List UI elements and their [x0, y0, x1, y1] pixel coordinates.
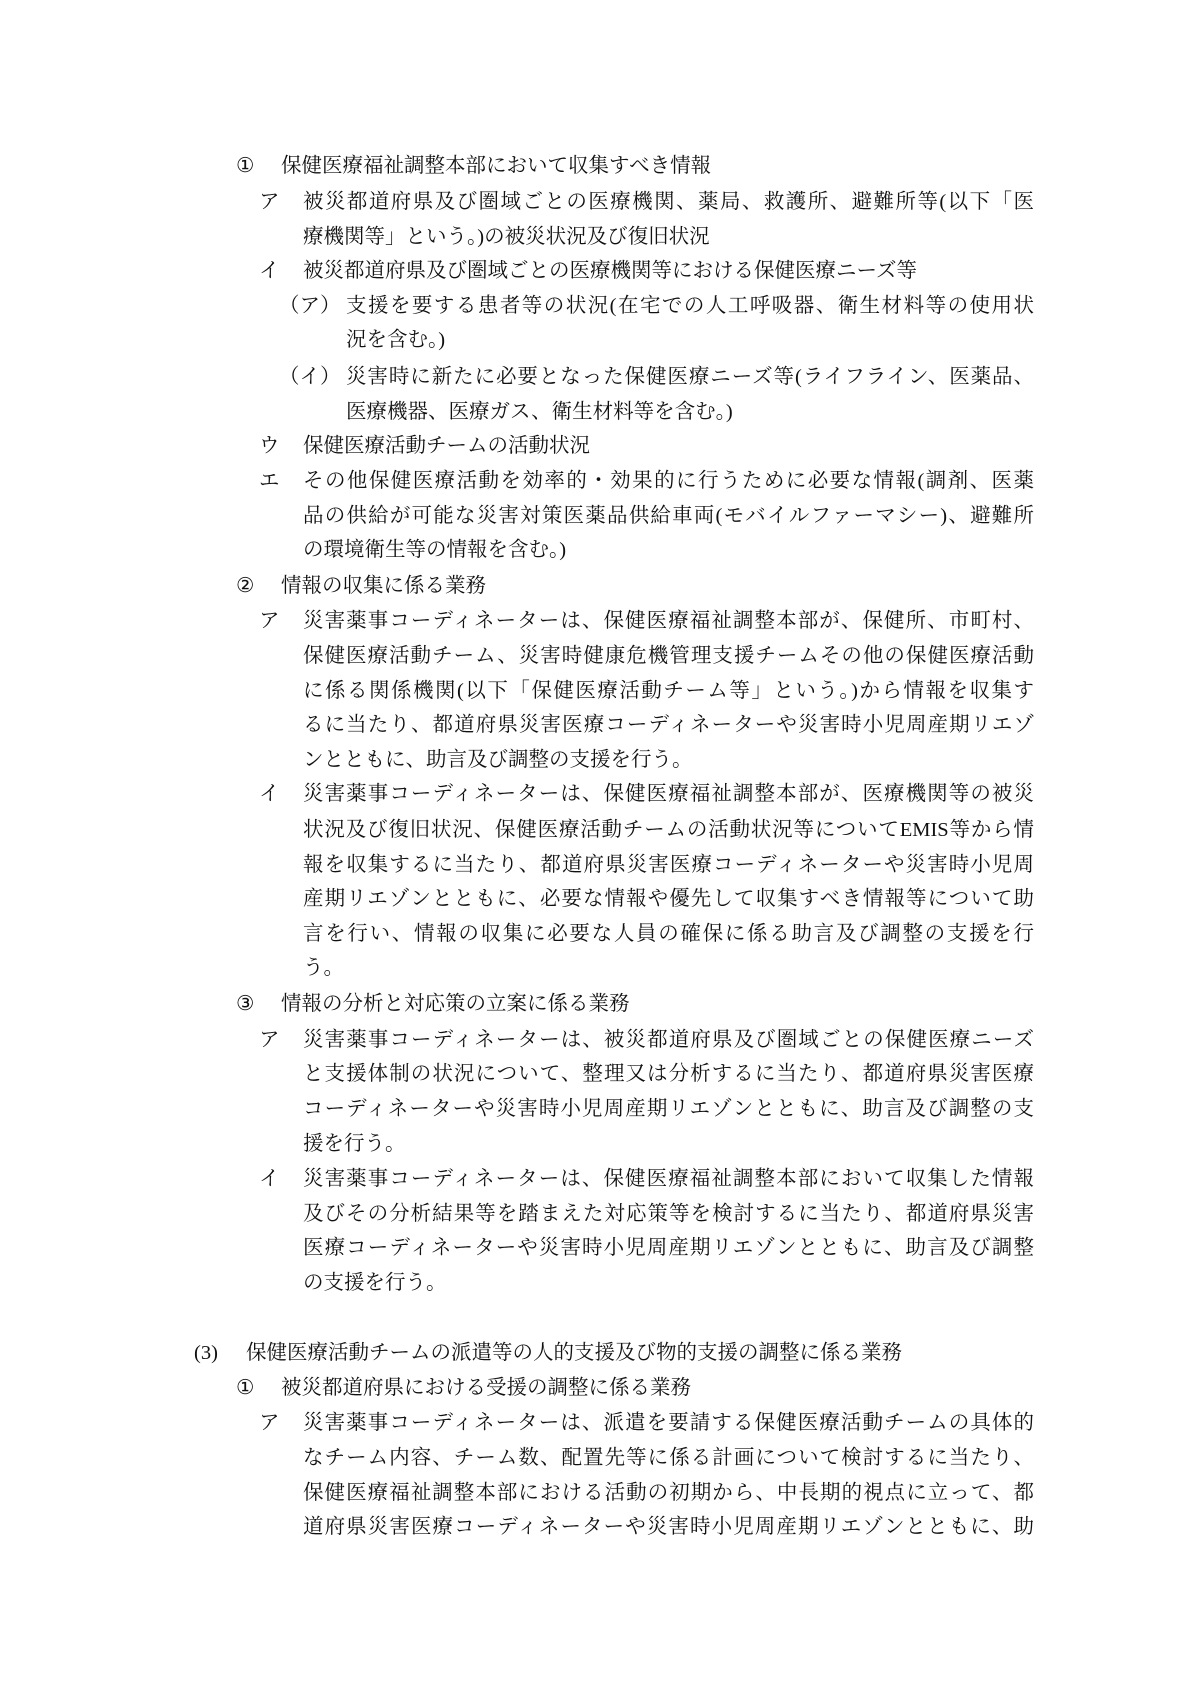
- list-item: [0, 1411, 1181, 1435]
- paragraph-line-row: [0, 922, 1181, 946]
- paragraph-line: ンとともに、助言及び調整の支援を行う。: [303, 749, 693, 771]
- paragraph-line: 産期リエゾンとともに、必要な情報や優先して収集すべき情報等について助: [303, 888, 1034, 910]
- section-heading: [0, 992, 1181, 1016]
- paragraph-line-row: [0, 1271, 1181, 1295]
- paragraph-line-row: [0, 1446, 1181, 1470]
- section-heading: [0, 1376, 1181, 1400]
- paragraph-line: 災害薬事コーディネーターは、保健医療福祉調整本部が、医療機関等の被災: [303, 783, 1034, 805]
- paragraph-line: 言を行い、情報の収集に必要な人員の確保に係る助言及び調整の支援を行: [303, 923, 1034, 945]
- paragraph-line-row: [0, 328, 1181, 352]
- item-marker: ア: [259, 1412, 280, 1434]
- section-number: ①: [236, 1377, 255, 1399]
- section-number: ③: [236, 993, 255, 1015]
- item-marker: ウ: [259, 435, 280, 457]
- paragraph-line-row: [0, 1132, 1181, 1156]
- section-number: ②: [236, 575, 255, 597]
- list-item: [0, 434, 1181, 458]
- paragraph-line: 災害薬事コーディネーターは、保健医療福祉調整本部が、保健所、市町村、: [303, 610, 1034, 632]
- paragraph-line-row: [0, 679, 1181, 703]
- paragraph-line: の支援を行う。: [303, 1272, 447, 1294]
- paragraph-line: 災害薬事コーディネーターは、派遣を要請する保健医療活動チームの具体的: [303, 1412, 1034, 1434]
- paragraph-line: 及びその分析結果等を踏まえた対応策等を検討するに当たり、都道府県災害: [303, 1203, 1034, 1225]
- paragraph-line: 保健医療活動チーム、災害時健康危機管理支援チームその他の保健医療活動: [303, 645, 1034, 667]
- paragraph-line: の環境衛生等の情報を含む。): [303, 539, 567, 561]
- paragraph-line: 支援を要する患者等の状況(在宅での人工呼吸器、衛生材料等の使用状: [346, 295, 1034, 317]
- list-item: [0, 1167, 1181, 1191]
- paragraph-line: う。: [303, 957, 344, 979]
- paragraph-line-row: [0, 956, 1181, 980]
- item-marker: エ: [259, 470, 280, 492]
- paragraph-line: 保健医療福祉調整本部における活動の初期から、中長期的視点に立って、都: [303, 1482, 1034, 1504]
- section-title: 保健医療福祉調整本部において収集すべき情報: [281, 155, 712, 177]
- paragraph-line-row: [0, 853, 1181, 877]
- item-marker: イ: [259, 1168, 280, 1190]
- section-number: ①: [236, 155, 255, 177]
- list-item: [0, 1028, 1181, 1052]
- paragraph-line-row: [0, 1202, 1181, 1226]
- paragraph-line-row: [0, 400, 1181, 424]
- chapter-number: (3): [194, 1342, 218, 1364]
- paragraph-line-row: [0, 818, 1181, 842]
- paragraph-line: るに当たり、都道府県災害医療コーディネーターや災害時小児周産期リエゾ: [303, 714, 1034, 736]
- item-marker: ア: [259, 610, 280, 632]
- paragraph-line: その他保健医療活動を効率的・効果的に行うために必要な情報(調剤、医薬: [303, 470, 1034, 492]
- item-marker: ア: [259, 1029, 280, 1051]
- paragraph-line-row: [0, 1515, 1181, 1539]
- list-item: [0, 259, 1181, 283]
- paragraph-line: 品の供給が可能な災害対策医薬品供給車両(モバイルファーマシー)、避難所: [303, 505, 1034, 527]
- paragraph-line-row: [0, 538, 1181, 562]
- paragraph-line: 被災都道府県及び圏域ごとの医療機関等における保健医療ニーズ等: [303, 260, 917, 282]
- paragraph-line: コーディネーターや災害時小児周産期リエゾンとともに、助言及び調整の支: [303, 1098, 1034, 1120]
- paragraph-line: 保健医療活動チームの活動状況: [303, 435, 590, 457]
- list-item: [0, 469, 1181, 493]
- paragraph-line: と支援体制の状況について、整理又は分析するに当たり、都道府県災害医療: [303, 1063, 1034, 1085]
- section-title: 情報の分析と対応策の立案に係る業務: [281, 993, 630, 1015]
- paragraph-line-row: [0, 504, 1181, 528]
- list-item: [0, 782, 1181, 806]
- paragraph-line: なチーム内容、チーム数、配置先等に係る計画について検討するに当たり、: [303, 1447, 1034, 1469]
- paragraph-line: 災害薬事コーディネーターは、保健医療福祉調整本部において収集した情報: [303, 1168, 1034, 1190]
- paragraph-line: 被災都道府県及び圏域ごとの医療機関、薬局、救護所、避難所等(以下「医: [303, 191, 1034, 213]
- section-heading: [0, 574, 1181, 598]
- subitem-marker: （ア）: [279, 295, 341, 317]
- paragraph-line: 報を収集するに当たり、都道府県災害医療コーディネーターや災害時小児周: [303, 854, 1034, 876]
- paragraph-line: 災害薬事コーディネーターは、被災都道府県及び圏域ごとの保健医療ニーズ: [303, 1029, 1034, 1051]
- paragraph-line: 況を含む。): [346, 329, 446, 351]
- paragraph-line-row: [0, 1097, 1181, 1121]
- paragraph-line-row: [0, 1236, 1181, 1260]
- item-marker: イ: [259, 783, 280, 805]
- section-title: 情報の収集に係る業務: [281, 575, 486, 597]
- paragraph-line-row: [0, 713, 1181, 737]
- paragraph-line-row: [0, 644, 1181, 668]
- subitem-marker: （イ）: [279, 366, 341, 388]
- list-item: [0, 190, 1181, 214]
- paragraph-line: 援を行う。: [303, 1133, 406, 1155]
- paragraph-line: 道府県災害医療コーディネーターや災害時小児周産期リエゾンとともに、助: [303, 1516, 1034, 1538]
- chapter-heading: [0, 1341, 1181, 1365]
- section-title: 被災都道府県における受援の調整に係る業務: [281, 1377, 691, 1399]
- paragraph-line: 状況及び復旧状況、保健医療活動チームの活動状況等についてEMIS等から情: [303, 819, 1034, 841]
- paragraph-line-row: [0, 1062, 1181, 1086]
- paragraph-line-row: [0, 1481, 1181, 1505]
- paragraph-line-row: [0, 887, 1181, 911]
- section-heading: [0, 154, 1181, 178]
- item-marker: ア: [259, 191, 280, 213]
- paragraph-line: 医療コーディネーターや災害時小児周産期リエゾンとともに、助言及び調整: [303, 1237, 1034, 1259]
- sub-list-item: [0, 294, 1181, 318]
- sub-list-item: [0, 365, 1181, 389]
- paragraph-line-row: [0, 225, 1181, 249]
- paragraph-line: 災害時に新たに必要となった保健医療ニーズ等(ライフライン、医薬品、: [346, 366, 1034, 388]
- paragraph-line-row: [0, 748, 1181, 772]
- paragraph-line: 医療機器、医療ガス、衛生材料等を含む。): [346, 401, 733, 423]
- paragraph-line: に係る関係機関(以下「保健医療活動チーム等」という。)から情報を収集す: [303, 680, 1034, 702]
- item-marker: イ: [259, 260, 280, 282]
- list-item: [0, 609, 1181, 633]
- paragraph-line: 療機関等」という。)の被災状況及び復旧状況: [303, 226, 710, 248]
- chapter-title: 保健医療活動チームの派遣等の人的支援及び物的支援の調整に係る業務: [246, 1342, 902, 1364]
